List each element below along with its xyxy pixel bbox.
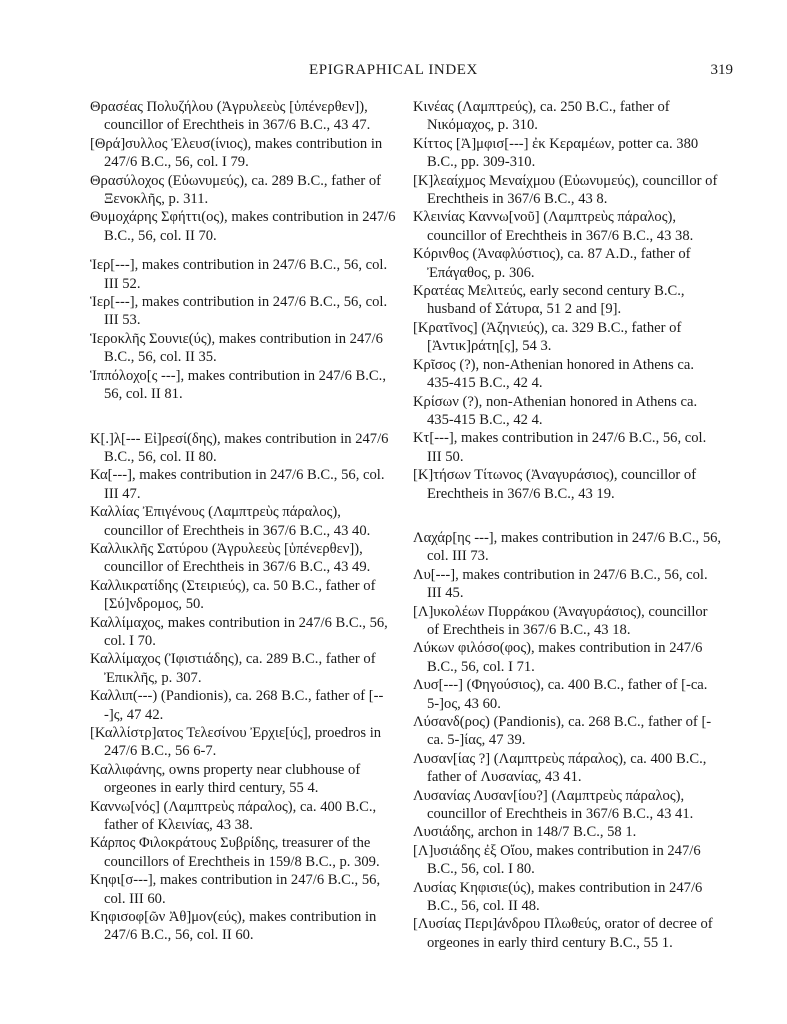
- index-entry: Κρατέας Μελιτεύς, early second century B.C., husband of Σάτυρα, 51 2 and [9].: [413, 283, 685, 318]
- index-entry: Λυσανίας Λυσαν[ίου?] (Λαμπτρεὺς πάραλος), councillor of Erechtheis in 367/6 B.C., 43 41.: [413, 787, 694, 823]
- index-entry: Κ[.]λ[--- Εἰ]ρεσί(δης), makes contribution in 247/6 B.C., 56, col. II 80.: [90, 430, 389, 465]
- index-entry: [Κρατῖνος] (Ἀζηνιεύς), ca. 329 B.C., father of [Ἀντικ]ράτη[ς], 54 3.: [413, 319, 682, 355]
- index-entry: Κα[---], makes contribution in 247/6 B.C., 56, col. III 47.: [90, 467, 385, 502]
- index-entry: [Λ]υσιάδης ἐξ Οἴου, makes contribution in 247/6 B.C., 56, col. I 80.: [413, 842, 701, 878]
- index-entry: Λυ[---], makes contribution in 247/6 B.C., 56, col. III 45.: [413, 566, 708, 602]
- index-entry: Ἱππόλοχο[ς ---], makes contribution in 247/6 B.C., 56, col. II 81.: [90, 367, 386, 403]
- right-column: [413, 98, 723, 952]
- index-entry: Λυσιάδης, archon in 148/7 B.C., 58 1.: [413, 824, 637, 841]
- left-column: [90, 98, 400, 945]
- index-entry: Καλλίμαχος, makes contribution in 247/6 B.C., 56, col. I 70.: [90, 614, 388, 649]
- index-entry: Καλλικλῆς Σατύρου (Ἀγρυλεεὺς [ὑπένερθεν]), councillor of Erechtheis in 367/6 B.C., 43 49.: [90, 540, 371, 576]
- letter-group-spacer: [413, 503, 723, 529]
- index-entry: Κάρπος Φιλοκράτους Συβρίδης, treasurer of the councillors of Erechtheis in 159/8 B.C., p. 309.: [90, 835, 380, 870]
- index-entry: Θρασέας Πολυζήλου (Ἀγρυλεεὺς [ὑπένερθεν]), councillor of Erechtheis in 367/6 B.C., 43 47.: [90, 99, 371, 134]
- index-entry: [Λυσίας Περι]άνδρου Πλωθεύς, orator of decree of orgeones in early third century B.C., 55 1.: [413, 916, 713, 951]
- index-entry: Κόρινθος (Ἀναφλύστιος), ca. 87 A.D., father of Ἐπάγαθος, p. 306.: [413, 246, 691, 281]
- index-entry: Κίττος [Ἀ]μφισ[---] ἐκ Κεραμέων, potter ca. 380 B.C., pp. 309-310.: [413, 135, 699, 171]
- index-entry: Λυσαν[ίας ?] (Λαμπτρεὺς πάραλος), ca. 400 B.C., father of Λυσανίας, 43 41.: [413, 750, 707, 786]
- index-entry: Ἱερ[---], makes contribution in 247/6 B.C., 56, col. III 52.: [90, 257, 388, 292]
- index-entry: Κλεινίας Καννω[νοῦ] (Λαμπτρεὺς πάραλος), councillor of Erechtheis in 367/6 B.C., 43 38.: [413, 209, 694, 244]
- running-title: EPIGRAPHICAL INDEX: [309, 62, 478, 78]
- index-entry: Κηφι[σ---], makes contribution in 247/6 B.C., 56, col. III 60.: [90, 872, 381, 907]
- letter-group-spacer: [90, 245, 400, 256]
- index-entry: [Θρά]συλλος Ἐλευσ(ίνιος), makes contribution in 247/6 B.C., 56, col. I 79.: [90, 135, 383, 171]
- index-entry: Λύκων φιλόσο(φος), makes contribution in 247/6 B.C., 56, col. I 71.: [413, 640, 703, 675]
- index-entry: Καλλιφάνης, owns property near clubhouse of orgeones in early third century, 55 4.: [90, 761, 361, 797]
- index-entry: Καλλιπ(---) (Pandionis), ca. 268 B.C., father of [---]ς, 47 42.: [90, 688, 384, 723]
- index-entry: Λύσανδ(ρος) (Pandionis), ca. 268 B.C., father of [-ca. 5-]ίας, 47 39.: [413, 714, 712, 749]
- index-entry: Κρίσων (?), non-Athenian honored in Athens ca. 435-415 B.C., 42 4.: [413, 393, 698, 428]
- index-entry: Θρασύλοχος (Εὐωνυμεύς), ca. 289 B.C., father of Ξενοκλῆς, p. 311.: [90, 172, 382, 208]
- page-number: 319: [710, 62, 733, 78]
- index-entry: Ἱεροκλῆς Σουνιε(ύς), makes contribution in 247/6 B.C., 56, col. II 35.: [90, 330, 383, 366]
- index-entry: Καννω[νός] (Λαμπτρεὺς πάραλος), ca. 400 B.C., father of Κλεινίας, 43 38.: [90, 798, 377, 834]
- index-entry: Λαχάρ[ης ---], makes contribution in 247/6 B.C., 56, col. III 73.: [413, 529, 722, 565]
- index-entry: Καλλικρατίδης (Στειριεύς), ca. 50 B.C., father of [Σύ]νδρομος, 50.: [90, 577, 376, 613]
- index-entry: Κτ[---], makes contribution in 247/6 B.C., 56, col. III 50.: [413, 430, 707, 465]
- page-header: [0, 62, 787, 84]
- index-entry: [Κ]λεαίχμος Μεναίχμου (Εὐωνυμεύς), councillor of Erechtheis in 367/6 B.C., 43 8.: [413, 172, 718, 208]
- index-entry: Ἱερ[---], makes contribution in 247/6 B.C., 56, col. III 53.: [90, 294, 388, 329]
- index-entry: [Καλλίστρ]ατος Τελεσίνου Ἐρχιε[ύς], proedros in 247/6 B.C., 56 6-7.: [90, 725, 382, 760]
- letter-group-spacer: [90, 404, 400, 430]
- index-entry: Κηφισοφ[ῶν Ἀθ]μον(εύς), makes contribution in 247/6 B.C., 56, col. II 60.: [90, 909, 377, 944]
- index-entry: [Λ]υκολέων Πυρράκου (Ἀναγυράσιος), councillor of Erechtheis in 367/6 B.C., 43 18.: [413, 603, 708, 638]
- index-entry: [Κ]τήσων Τίτωνος (Ἀναγυράσιος), councillor of Erechtheis in 367/6 B.C., 43 19.: [413, 467, 697, 502]
- index-entry: Λυσίας Κηφισιε(ύς), makes contribution in 247/6 B.C., 56, col. II 48.: [413, 879, 703, 915]
- index-entry: Κινέας (Λαμπτρεύς), ca. 250 B.C., father of Νικόμαχος, p. 310.: [413, 99, 670, 134]
- index-entry: Λυσ[---] (Φηγούσιος), ca. 400 B.C., father of [-ca. 5-]ος, 43 60.: [413, 677, 708, 712]
- index-entry: Θυμοχάρης Σφήττι(ος), makes contribution in 247/6 B.C., 56, col. II 70.: [90, 209, 396, 244]
- index-entry: Καλλίας Ἐπιγένους (Λαμπτρεὺς πάραλος), councillor of Erechtheis in 367/6 B.C., 43 40.: [90, 504, 371, 539]
- index-entry: Καλλίμαχος (Ἰφιστιάδης), ca. 289 B.C., father of Ἐπικλῆς, p. 307.: [90, 651, 376, 686]
- index-entry: Κρῖσος (?), non-Athenian honored in Athens ca. 435-415 B.C., 42 4.: [413, 356, 694, 392]
